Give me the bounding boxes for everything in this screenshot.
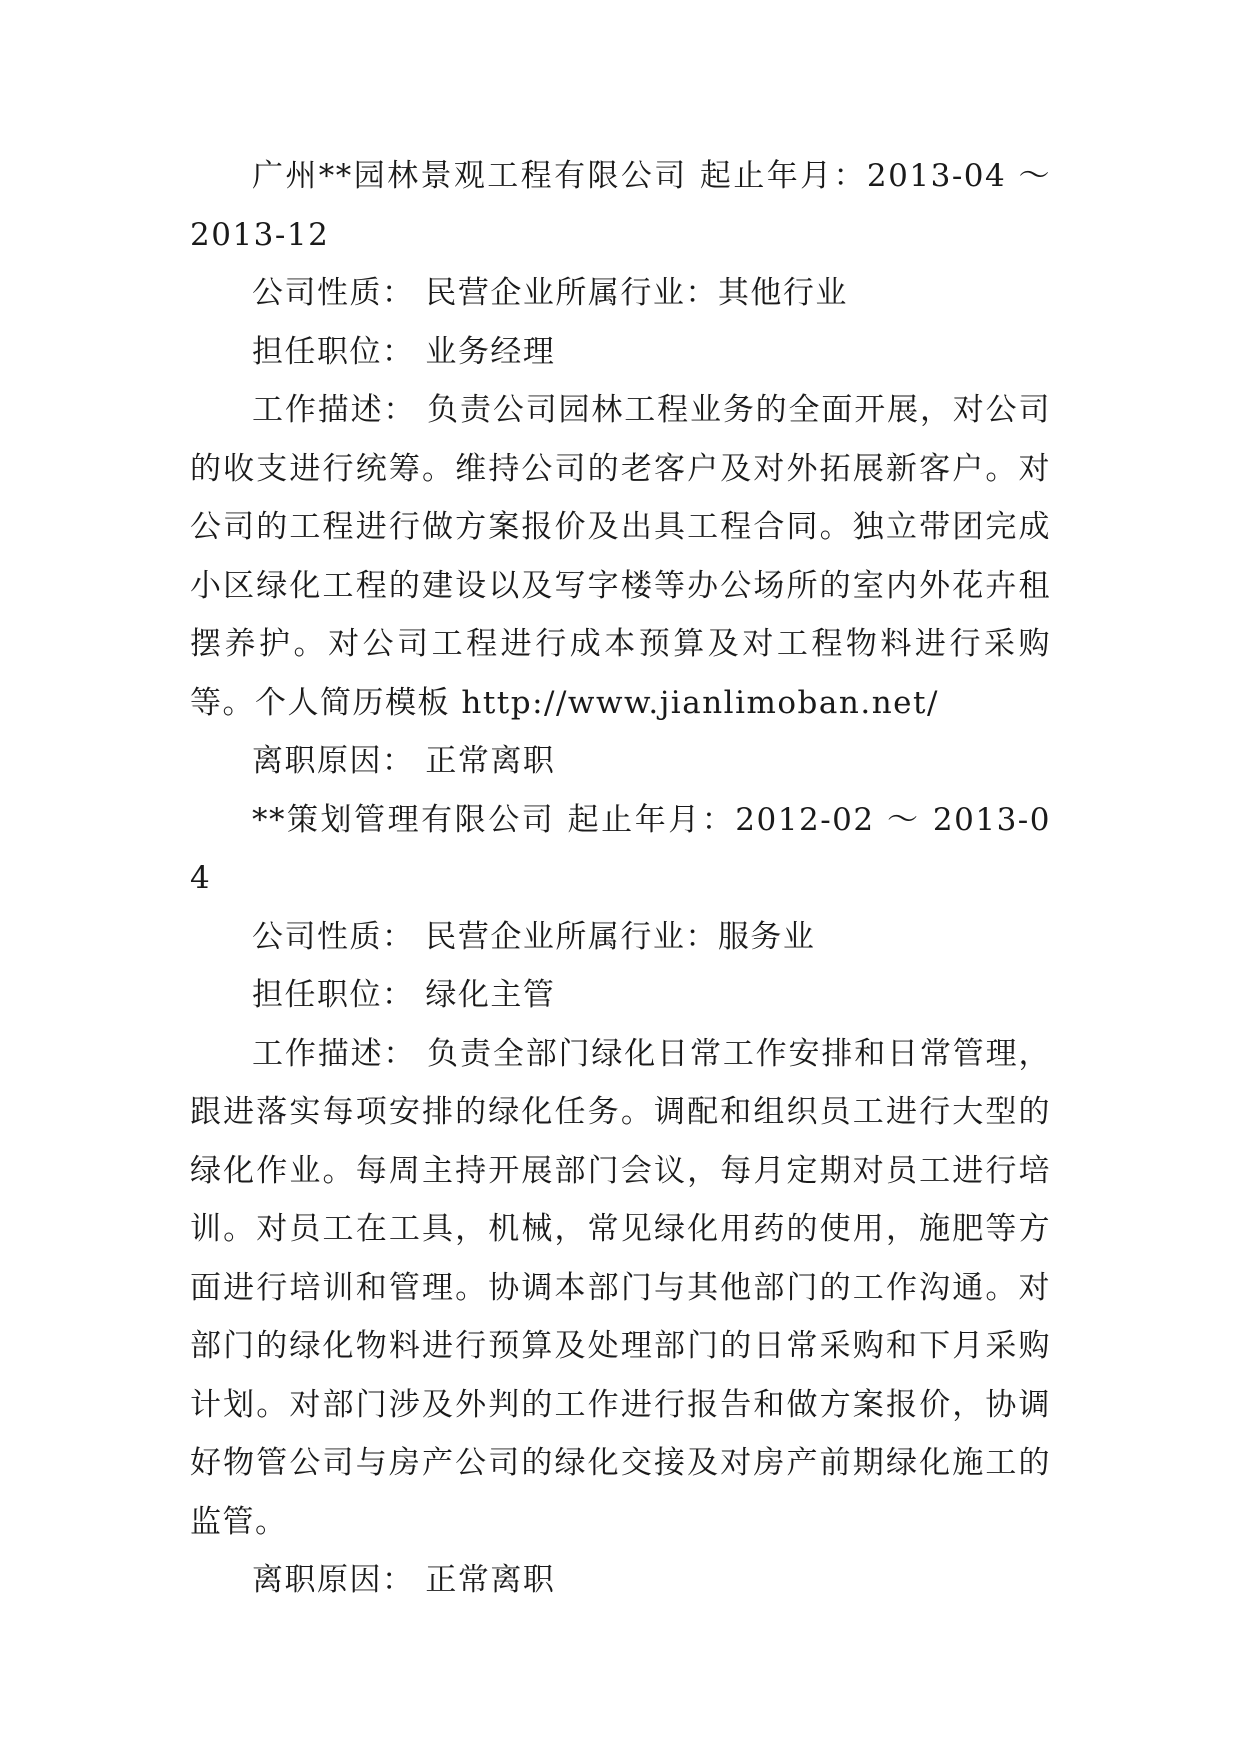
job2-position-label: 担任职位：	[252, 977, 415, 1013]
job2-leave-value: 正常离职	[425, 1562, 556, 1598]
job2-company-type	[190, 908, 1051, 967]
job2-position-value: 绿化主管	[425, 977, 556, 1013]
job1-leave-label: 离职原因：	[252, 743, 415, 779]
job1-position	[190, 323, 1051, 382]
job2-header: **策划管理有限公司 起止年月：2012-02 ～ 2013-04	[190, 801, 1051, 896]
job2-leave-reason	[190, 1551, 1051, 1610]
job2-leave-label: 离职原因：	[252, 1562, 415, 1598]
job2-description-value: 负责全部门绿化日常工作安排和日常管理，跟进落实每项安排的绿化任务。调配和组织员工进行大型的绿化作业。每周主持开展部门会议，每月定期对员工进行培训。对员工在工具，机械，常见绿化用药的使用，施肥等方面进行培训和管理。协调本部门与其他部门的工作沟通。对部门的绿化物料进行预算及处理部门的日常采购和下月采购计划。对部门涉及外判的工作进行报告和做方案报价，协调好物管公司与房产公司的绿化交接及对房产前期绿化施工的监管。	[190, 1035, 1052, 1540]
job1-leave-value: 正常离职	[425, 743, 556, 779]
job1-description-value: 负责公司园林工程业务的全面开展，对公司的收支进行统筹。维持公司的老客户及对外拓展新客户。对公司的工程进行做方案报价及出具工程合同。独立带团完成小区绿化工程的建设以及写字楼等办公场所的室内外花卉租摆养护。对公司工程进行成本预算及对工程物料进行采购等。个人简历模板 http://www.jianlimoban.net/	[190, 392, 1052, 721]
job1-description-label: 工作描述：	[252, 392, 417, 428]
job2-position	[190, 966, 1051, 1025]
job2-company-type-label: 公司性质：	[252, 918, 415, 955]
job1-company-type-label: 公司性质：	[252, 275, 415, 311]
job2-description	[190, 1025, 1051, 1552]
job1-description	[190, 381, 1051, 732]
job1-position-value: 业务经理	[425, 333, 556, 370]
job1-header: 广州**园林景观工程有限公司 起止年月：2013-04 ～ 2013-12	[190, 158, 1051, 253]
job1-company-type	[190, 264, 1051, 323]
job2-company-type-value: 民营企业所属行业：服务业	[425, 918, 816, 955]
job1-position-label: 担任职位：	[252, 333, 415, 370]
job1-leave-reason	[190, 732, 1051, 791]
job1-company-type-value: 民营企业所属行业：其他行业	[425, 275, 848, 311]
job2-description-label: 工作描述：	[252, 1035, 417, 1072]
